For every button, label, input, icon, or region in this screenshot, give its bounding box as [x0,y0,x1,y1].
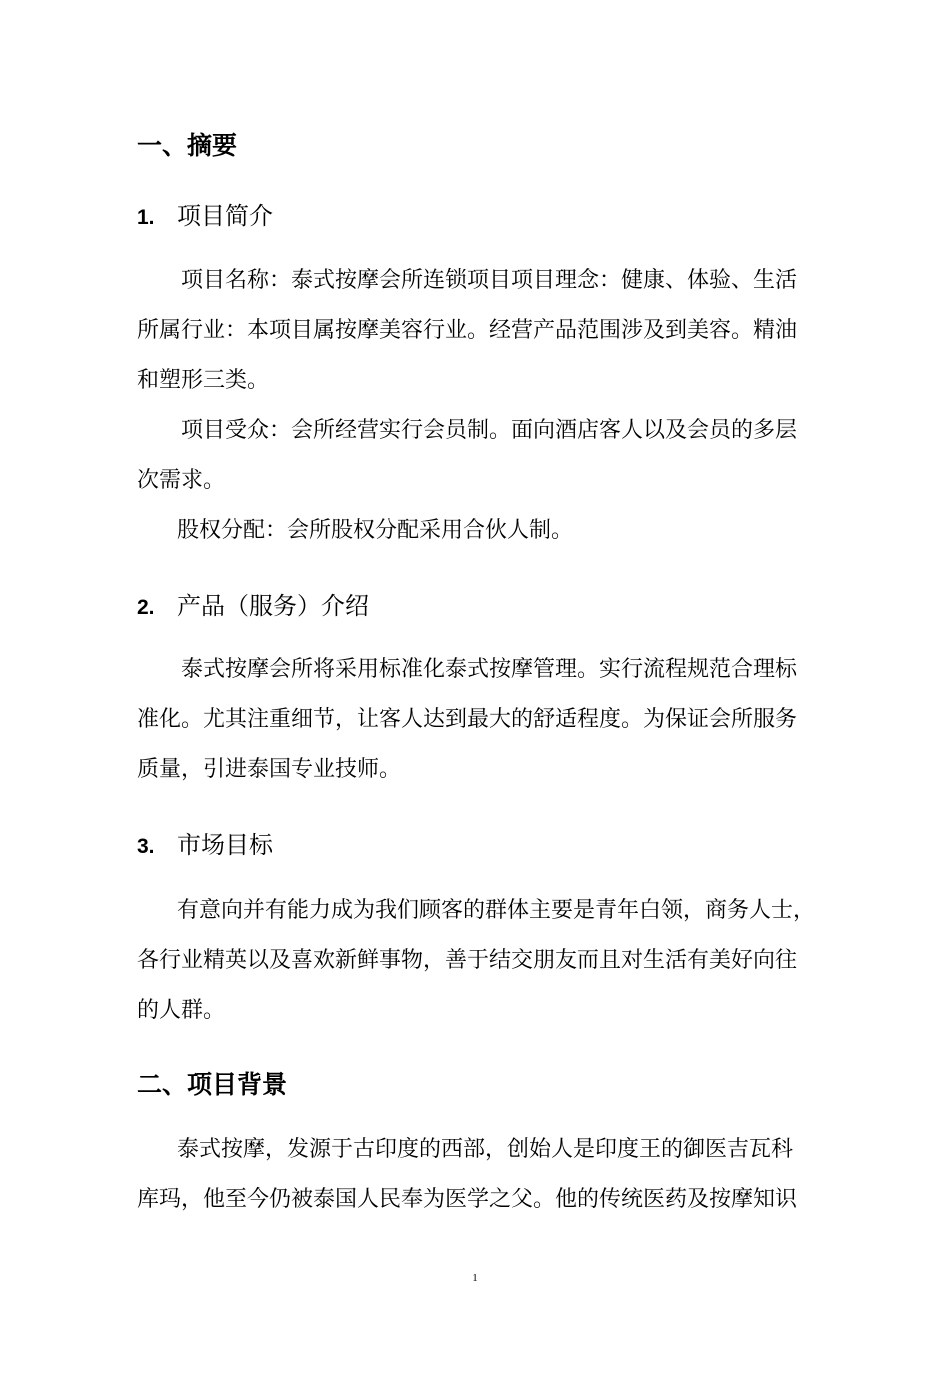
subheading-project-intro [137,200,273,234]
paragraph-background [137,1125,817,1225]
subheading-market-target [137,829,273,863]
subheading-number: 1. [137,206,155,229]
paragraph-market-target [137,886,817,1036]
paragraph-product-service [137,645,817,795]
text-line: 所属行业：本项目属按摩美容行业。经营产品范围涉及到美容。精油 [137,318,798,343]
section-heading-background: 二、项目背景 [137,1070,288,1099]
text-line: 次需求。 [137,468,226,493]
subheading-text: 项目简介 [177,202,273,230]
subheading-text: 产品（服务）介绍 [177,592,369,620]
page-number: 1 [472,1272,478,1284]
subheading-number: 3. [137,835,155,858]
text-line: 项目名称：泰式按摩会所连锁项目项目理念：健康、体验、生活 [181,268,798,293]
text-line: 和塑形三类。 [137,368,270,393]
text-line: 库玛，他至今仍被泰国人民奉为医学之父。他的传统医药及按摩知识 [137,1187,798,1212]
text-line: 股权分配：会所股权分配采用合伙人制。 [177,518,574,543]
text-line: 泰式按摩会所将采用标准化泰式按摩管理。实行流程规范合理标 [181,657,798,682]
text-line: 质量，引进泰国专业技师。 [137,757,402,782]
subheading-product-service [137,590,369,624]
paragraph-project-intro [137,256,817,556]
section-heading-summary: 一、摘要 [137,131,238,160]
text-line: 有意向并有能力成为我们顾客的群体主要是青年白领，商务人士， [177,898,816,923]
text-line: 项目受众：会所经营实行会员制。面向酒店客人以及会员的多层 [181,418,798,443]
text-line: 泰式按摩，发源于古印度的西部，创始人是印度王的御医吉瓦科 [177,1137,794,1162]
subheading-text: 市场目标 [177,831,273,859]
subheading-number: 2. [137,596,155,619]
text-line: 各行业精英以及喜欢新鲜事物，善于结交朋友而且对生活有美好向往 [137,948,798,973]
text-line: 准化。尤其注重细节，让客人达到最大的舒适程度。为保证会所服务 [137,707,798,732]
text-line: 的人群。 [137,998,226,1023]
